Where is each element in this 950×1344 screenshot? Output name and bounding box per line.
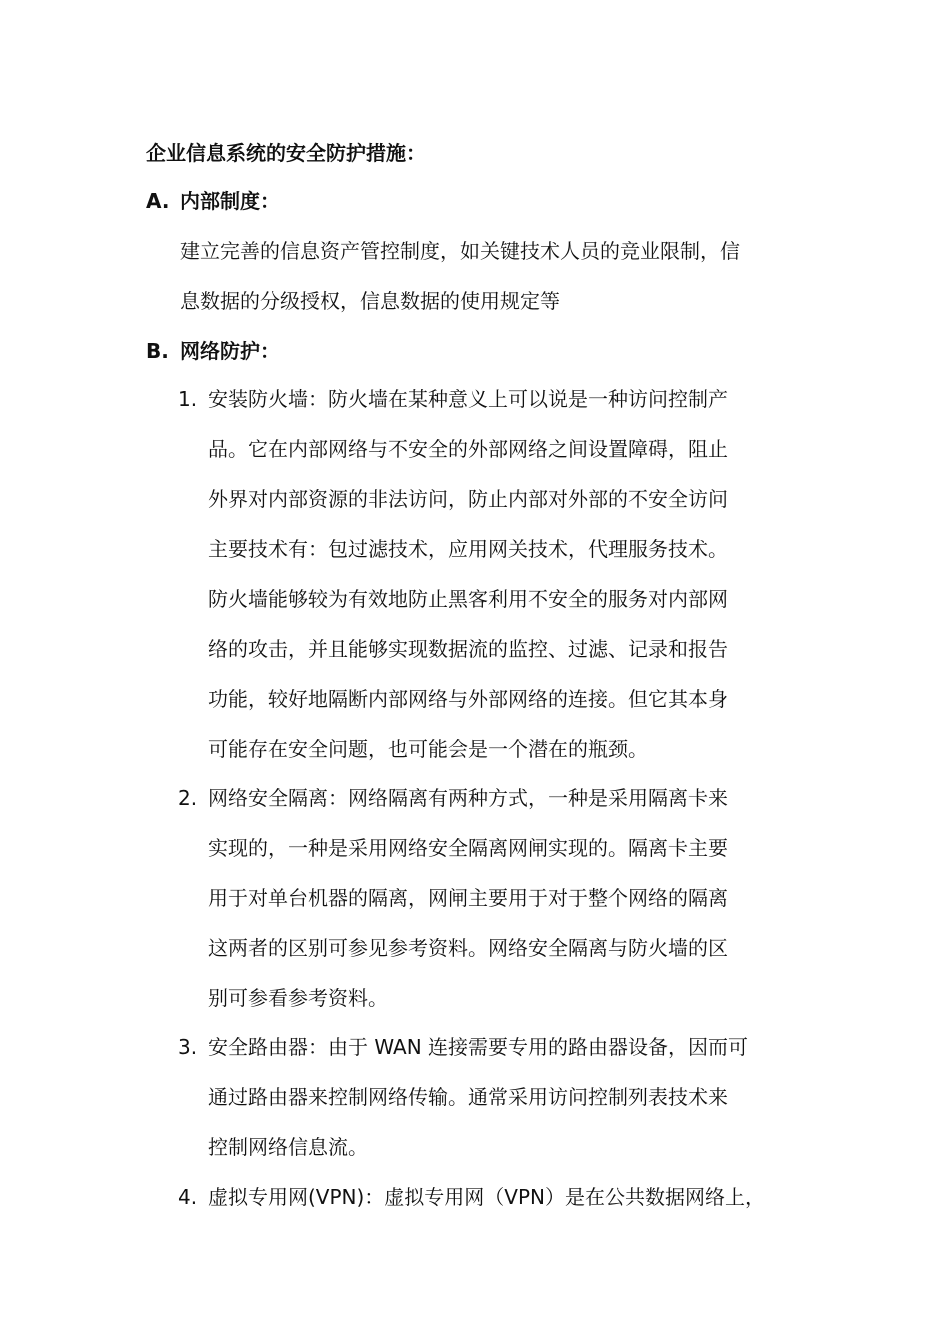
list-item-line: 可能存在安全问题，也可能会是一个潜在的瓶颈。 [208, 737, 648, 761]
doc-title: 企业信息系统的安全防护措施： [146, 141, 426, 165]
list-item-line: 品。它在内部网络与不安全的外部网络之间设置障碍，阻止 [208, 437, 728, 461]
section-a-line: 建立完善的信息资产管控制度，如关键技术人员的竞业限制，信 [180, 239, 740, 263]
list-item-line: 外界对内部资源的非法访问，防止内部对外部的不安全访问 [208, 487, 728, 511]
section-a-heading: 内部制度： [180, 189, 280, 213]
list-item-line: 功能，较好地隔断内部网络与外部网络的连接。但它其本身 [208, 687, 728, 711]
list-item-line: 网络安全隔离：网络隔离有两种方式，一种是采用隔离卡来 [208, 786, 728, 810]
list-item-marker: 1. [178, 387, 198, 411]
list-item-marker: 4. [178, 1185, 198, 1209]
section-b-heading: 网络防护： [180, 339, 280, 363]
section-a-marker: A. [146, 189, 170, 213]
list-item-line: 主要技术有：包过滤技术，应用网关技术，代理服务技术。 [208, 537, 728, 561]
list-item-line: 络的攻击，并且能够实现数据流的监控、过滤、记录和报告 [208, 637, 728, 661]
list-item-line: 安全路由器：由于 WAN 连接需要专用的路由器设备，因而可 [208, 1035, 749, 1059]
list-item-line: 虚拟专用网(VPN)：虚拟专用网（VPN）是在公共数据网络上， [208, 1185, 766, 1209]
list-item-line: 别可参看参考资料。 [208, 986, 388, 1010]
list-item-line: 这两者的区别可参见参考资料。网络安全隔离与防火墙的区 [208, 936, 728, 960]
section-a-line: 息数据的分级授权，信息数据的使用规定等 [180, 289, 560, 313]
section-b-marker: B. [146, 339, 169, 363]
list-item-line: 用于对单台机器的隔离，网闸主要用于对于整个网络的隔离 [208, 886, 728, 910]
list-item-line: 防火墙能够较为有效地防止黑客利用不安全的服务对内部网 [208, 587, 728, 611]
list-item-marker: 2. [178, 786, 198, 810]
list-item-line: 实现的，一种是采用网络安全隔离网闸实现的。隔离卡主要 [208, 836, 728, 860]
list-item-line: 安装防火墙：防火墙在某种意义上可以说是一种访问控制产 [208, 387, 728, 411]
list-item-marker: 3. [178, 1035, 198, 1059]
list-item-line: 控制网络信息流。 [208, 1135, 368, 1159]
list-item-line: 通过路由器来控制网络传输。通常采用访问控制列表技术来 [208, 1085, 728, 1109]
